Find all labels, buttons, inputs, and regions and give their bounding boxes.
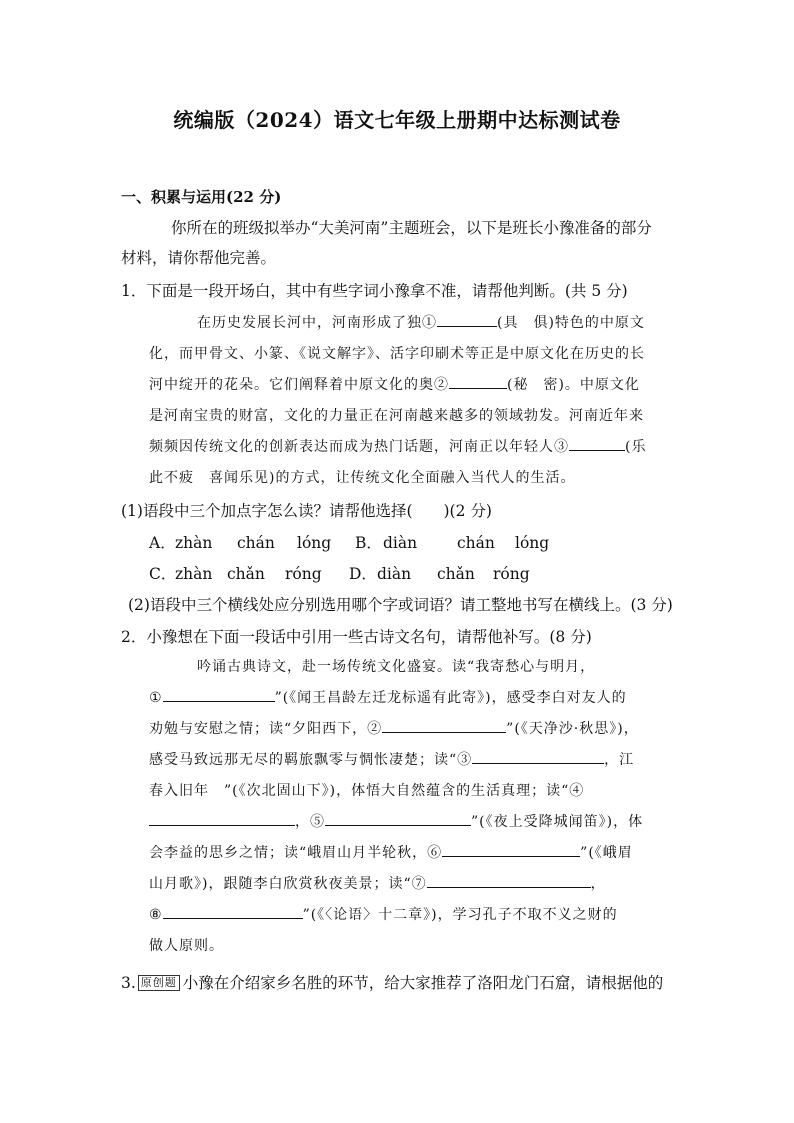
option-label-d: D． [349, 565, 377, 583]
original-question-tag: 原创题 [138, 975, 180, 991]
pinyin: lóng [515, 534, 550, 552]
poem-line [149, 687, 627, 707]
poem-line [149, 904, 618, 924]
option-label-a: A． [149, 534, 176, 552]
answer-blank[interactable] [149, 811, 295, 826]
section-heading: 一、积累与运用(22 分) [121, 188, 282, 206]
poem-line [149, 842, 633, 862]
answer-blank[interactable] [472, 749, 604, 764]
passage-line [149, 374, 640, 394]
answer-blank[interactable] [442, 842, 580, 857]
answer-blank[interactable] [325, 811, 471, 826]
passage-text: (秘 密)。中原文化 [507, 377, 640, 393]
pinyin: zhàn [175, 534, 213, 552]
poem-text: 会李益的思乡之情；读“峨眉山月半轮秋，⑥ [149, 845, 443, 861]
poem-text: 劝勉与安慰之情；读“夕阳西下，② [149, 721, 383, 737]
pinyin: zhàn [175, 565, 213, 583]
question-3-stem [121, 971, 663, 993]
pinyin: chán [237, 534, 275, 552]
poem-line: 春入旧年 ”(《次北固山下》)，体悟大自然蕴含的生活真理；读“④ [149, 783, 585, 799]
poem-line [149, 811, 643, 831]
poem-text: 山月歌》)，跟随李白欣赏秋夜美景；读“⑦ [149, 876, 427, 892]
intro-line-2: 材料，请你帮他完善。 [121, 249, 277, 267]
passage-line: 是河南宝贵的财富，文化的力量正在河南越来越多的领域勃发。河南近年来 [149, 408, 644, 424]
passage-text: 在历史发展长河中，河南形成了独① [197, 315, 437, 331]
sub-question-1: (1)语段中三个加点字怎么读？请帮他选择( )(2 分) [121, 502, 492, 520]
poem-text: ， [590, 876, 606, 892]
passage-line [197, 312, 645, 332]
poem-line [149, 749, 634, 769]
option-row [149, 562, 530, 584]
poem-text: 感受马致远那无尽的羁旅飘零与惆怅凄楚；读“③ [149, 752, 473, 768]
passage-line [149, 436, 646, 456]
question-2-stem: 2．小豫想在下面一段话中引用一些古诗文名句，请帮他补写。(8 分) [121, 628, 592, 646]
answer-blank[interactable] [163, 904, 303, 919]
answer-blank[interactable] [163, 687, 275, 702]
poem-text: ，江 [604, 752, 635, 768]
poem-text: ”(《〈论语〉十二章》)，学习孔子不取不义之财的 [302, 907, 618, 923]
answer-blank[interactable] [449, 374, 507, 389]
passage-line: 化，而甲骨文、小篆、《说文解字》、活字印刷术等正是中原文化在历史的长 [149, 346, 645, 362]
pinyin: róng [493, 565, 530, 583]
pinyin: chǎn [437, 565, 475, 583]
answer-blank[interactable] [427, 873, 591, 888]
passage-text: (具 俱)特色的中原文 [497, 315, 645, 331]
answer-blank[interactable] [382, 718, 506, 733]
passage-line: 此不疲 喜闻乐见)的方式，让传统文化全面融入当代人的生活。 [149, 470, 576, 486]
passage-text: 频频因传统文化的创新表达而成为热门话题，河南正以年轻人③ [149, 439, 569, 455]
pinyin: róng [285, 565, 322, 583]
question-number: 3. [121, 974, 136, 992]
question-text: 小豫在介绍家乡名胜的环节，给大家推荐了洛阳龙门石窟，请根据他的 [182, 974, 664, 992]
passage-text: 河中绽开的花朵。它们阐释着中原文化的奥② [149, 377, 449, 393]
poem-line [149, 718, 639, 738]
poem-text: ”(《天净沙·秋思》)， [506, 721, 639, 737]
intro-line-1: 你所在的班级拟举办“大美河南”主题班会，以下是班长小豫准备的部分 [171, 219, 652, 237]
page-title: 统编版（2024）语文七年级上册期中达标测试卷 [173, 108, 621, 132]
poem-text: ”(《峨眉 [580, 845, 633, 861]
poem-text: ，⑤ [295, 814, 325, 830]
answer-blank[interactable] [569, 436, 625, 451]
pinyin: diàn [377, 565, 412, 583]
sub-question-2: (2)语段中三个横线处应分别选用哪个字或词语？请工整地书写在横线上。(3 分) [128, 596, 673, 614]
poem-text: ”(《闻王昌龄左迁龙标遥有此寄》)，感受李白对友人的 [274, 690, 627, 706]
poem-line: 吟诵古典诗文，赴一场传统文化盛宴。读“我寄愁心与明月， [197, 659, 596, 675]
passage-text: (乐 [625, 439, 647, 455]
question-1-stem: 1．下面是一段开场白，其中有些字词小豫拿不准，请帮他判断。(共 5 分) [121, 282, 628, 300]
option-label-b: B． [355, 534, 382, 552]
blank-number: ⑧ [149, 907, 163, 923]
pinyin: diàn [383, 534, 418, 552]
poem-line [149, 873, 606, 893]
poem-line: 做人原则。 [149, 938, 224, 954]
pinyin: chán [457, 534, 495, 552]
option-label-c: C． [149, 565, 177, 583]
blank-number: ① [149, 690, 163, 706]
pinyin: lóng [297, 534, 332, 552]
answer-blank[interactable] [437, 312, 497, 327]
option-row [149, 531, 549, 553]
pinyin: chǎn [227, 565, 265, 583]
poem-text: ”(《夜上受降城闻笛》)，体 [471, 814, 644, 830]
